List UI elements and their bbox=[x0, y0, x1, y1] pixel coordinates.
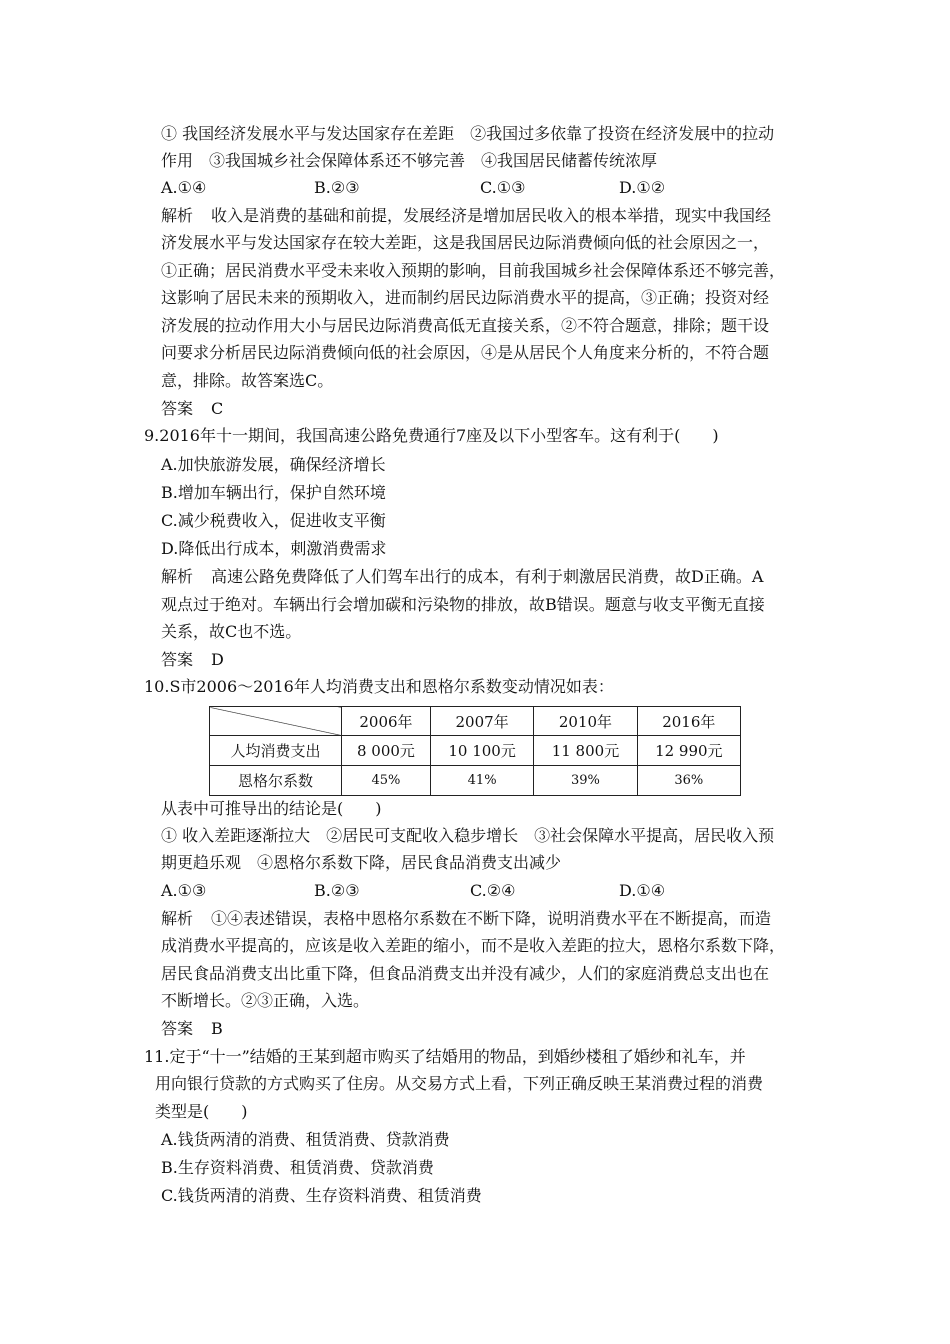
q8-statements-line-1: ① 我国经济发展水平与发达国家存在差距 ②我国过多依靠了投资在经济发展中的拉动 bbox=[161, 124, 775, 143]
table-cell: 41% bbox=[430, 766, 533, 796]
q11-option-a: A.钱货两清的消费、租赁消费、贷款消费 bbox=[161, 1130, 450, 1149]
q9-option-b: B.增加车辆出行，保护自然环境 bbox=[161, 483, 386, 502]
q10-answer-value: B bbox=[211, 1019, 223, 1038]
table-row bbox=[210, 766, 741, 796]
q9-option-a: A.加快旅游发展，确保经济增长 bbox=[161, 455, 386, 474]
q8-analysis-line-2: 济发展水平与发达国家存在较大差距，这是我国居民边际消费倾向低的社会原因之一， bbox=[161, 233, 770, 252]
q8-choices bbox=[161, 178, 861, 198]
table-cell: 36% bbox=[637, 766, 740, 796]
table-row-label: 恩格尔系数 bbox=[210, 766, 342, 796]
q8-answer-value: C bbox=[211, 399, 224, 418]
q10-answer bbox=[161, 1019, 223, 1039]
q10-stem: 10.S市2006～2016年人均消费支出和恩格尔系数变动情况如表： bbox=[144, 677, 614, 696]
q10-prompt: 从表中可推导出的结论是( ) bbox=[161, 799, 382, 818]
q9-answer-value: D bbox=[211, 650, 224, 669]
q10-choice-b: B.②③ bbox=[314, 881, 360, 900]
q8-analysis-line-1 bbox=[161, 206, 771, 226]
table-cell: 12 990元 bbox=[637, 736, 740, 766]
q9-analysis-label: 解析 bbox=[161, 567, 194, 586]
table-cell: 45% bbox=[342, 766, 431, 796]
q8-analysis-line-7: 意，排除。故答案选C。 bbox=[161, 371, 334, 390]
table-year-2007: 2007年 bbox=[430, 707, 533, 736]
q10-statements-line-2: 期更趋乐观 ④恩格尔系数下降，居民食品消费支出减少 bbox=[161, 853, 562, 872]
q8-analysis-label: 解析 bbox=[161, 206, 194, 225]
q8-analysis-text-1: 收入是消费的基础和前提，发展经济是增加居民收入的根本举措，现实中我国经 bbox=[211, 206, 772, 225]
table-year-2006: 2006年 bbox=[342, 707, 431, 736]
q11-option-c: C.钱货两清的消费、生存资料消费、租赁消费 bbox=[161, 1186, 482, 1205]
q9-analysis-line-3: 关系，故C也不选。 bbox=[161, 622, 302, 641]
q11-stem-line-2: 用向银行贷款的方式购买了住房。从交易方式上看，下列正确反映王某消费过程的消费 bbox=[155, 1074, 764, 1093]
table-row-label: 人均消费支出 bbox=[210, 736, 342, 766]
q9-analysis-text-1: 高速公路免费降低了人们驾车出行的成本，有利于刺激居民消费，故D正确。A bbox=[211, 567, 764, 586]
q8-choice-d: D.①② bbox=[619, 178, 666, 197]
q10-analysis-line-1 bbox=[161, 909, 771, 929]
q9-answer bbox=[161, 650, 224, 670]
q10-answer-label: 答案 bbox=[161, 1019, 194, 1038]
q10-analysis-line-3: 居民食品消费支出比重下降，但食品消费支出并没有减少，人们的家庭消费总支出也在 bbox=[161, 964, 770, 983]
table-cell: 10 100元 bbox=[430, 736, 533, 766]
q8-statements-line-2: 作用 ③我国城乡社会保障体系还不够完善 ④我国居民储蓄传统浓厚 bbox=[161, 151, 658, 170]
q11-option-b: B.生存资料消费、租赁消费、贷款消费 bbox=[161, 1158, 434, 1177]
q8-analysis-line-4: 这影响了居民未来的预期收入，进而制约居民边际消费水平的提高，③正确；投资对经 bbox=[161, 288, 770, 307]
q8-analysis-line-3: ①正确；居民消费水平受未来收入预期的影响，目前我国城乡社会保障体系还不够完善， bbox=[161, 261, 786, 280]
q9-analysis-line-2: 观点过于绝对。车辆出行会增加碳和污染物的排放，故B错误。题意与收支平衡无直接 bbox=[161, 595, 765, 614]
q10-choice-d: D.①④ bbox=[619, 881, 666, 900]
q11-stem-line-3: 类型是( ) bbox=[155, 1102, 248, 1121]
table-cell: 11 800元 bbox=[534, 736, 637, 766]
q10-analysis-text-1: ①④表述错误，表格中恩格尔系数在不断下降，说明消费水平在不断提高，而造 bbox=[211, 909, 772, 928]
consumption-table bbox=[209, 706, 741, 796]
table-cell: 8 000元 bbox=[342, 736, 431, 766]
q8-choice-a: A.①④ bbox=[161, 178, 207, 197]
q8-answer-label: 答案 bbox=[161, 399, 194, 418]
q9-option-c: C.减少税费收入，促进收支平衡 bbox=[161, 511, 386, 530]
q11-stem-line-1: 11.定于“十一”结婚的王某到超市购买了结婚用的物品，到婚纱楼租了婚纱和礼车，并 bbox=[144, 1047, 746, 1066]
table-cell: 39% bbox=[534, 766, 637, 796]
q10-analysis-label: 解析 bbox=[161, 909, 194, 928]
table-header-row bbox=[210, 707, 741, 736]
q9-stem: 9.2016年十一期间，我国高速公路免费通行7座及以下小型客车。这有利于( ) bbox=[144, 426, 719, 445]
q8-choice-c: C.①③ bbox=[480, 178, 526, 197]
q10-choices bbox=[161, 881, 861, 901]
table-diagonal-corner-cell bbox=[210, 707, 342, 736]
q10-choice-c: C.②④ bbox=[470, 881, 516, 900]
q10-choice-a: A.①③ bbox=[161, 881, 207, 900]
table-row bbox=[210, 736, 741, 766]
q8-analysis-line-6: 问要求分析居民边际消费倾向低的社会原因，④是从居民个人角度来分析的，不符合题 bbox=[161, 343, 770, 362]
table-year-2010: 2010年 bbox=[534, 707, 637, 736]
q10-analysis-line-4: 不断增长。②③正确，入选。 bbox=[161, 991, 370, 1010]
table-year-2016: 2016年 bbox=[637, 707, 740, 736]
q10-analysis-line-2: 成消费水平提高的，应该是收入差距的缩小，而不是收入差距的拉大，恩格尔系数下降， bbox=[161, 936, 786, 955]
q8-answer bbox=[161, 399, 223, 419]
q9-option-d: D.降低出行成本，刺激消费需求 bbox=[161, 539, 387, 558]
q9-answer-label: 答案 bbox=[161, 650, 194, 669]
q10-statements-line-1: ① 收入差距逐渐拉大 ②居民可支配收入稳步增长 ③社会保障水平提高，居民收入预 bbox=[161, 826, 775, 845]
q9-analysis-line-1 bbox=[161, 567, 763, 587]
q8-analysis-line-5: 济发展的拉动作用大小与居民边际消费高低无直接关系，②不符合题意，排除；题干设 bbox=[161, 316, 770, 335]
q8-choice-b: B.②③ bbox=[314, 178, 360, 197]
